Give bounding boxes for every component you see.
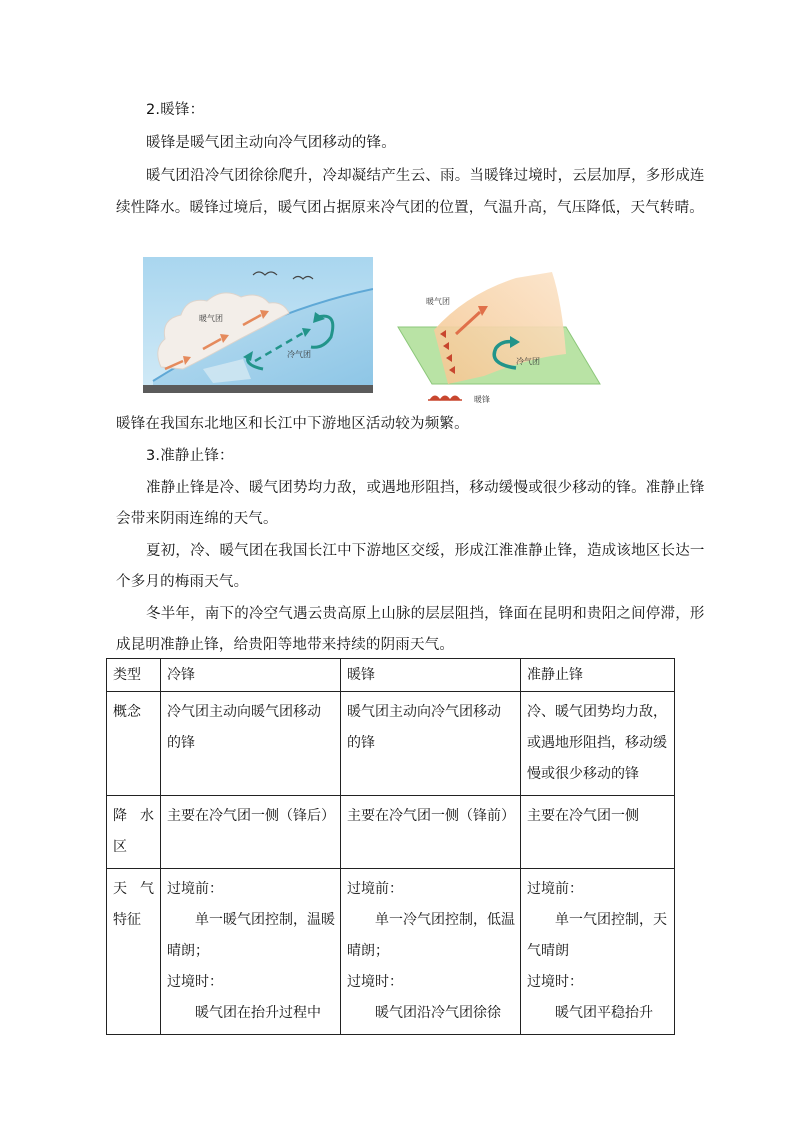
table-cell <box>161 869 341 1035</box>
paragraph-line: 暖锋在我国东北地区和长江中下游地区活动较为频繁。 <box>116 416 469 432</box>
cell-text: 暖气团在抬升过程中 <box>195 1005 321 1021</box>
table-row-concept <box>107 692 675 796</box>
cell-text: 单一暖气团控制，温暖 <box>195 912 335 928</box>
label-char: 水 <box>140 808 154 824</box>
cell-text: 冷、暖气团势均力敌， <box>527 704 667 720</box>
ground-surface <box>143 385 373 393</box>
paragraph-line: 暖锋是暖气团主动向冷气团移动的锋。 <box>146 135 396 151</box>
cell-text: 晴朗； <box>347 943 389 959</box>
paragraph-line: 成昆明准静止锋，给贵阳等地带来持续的阴雨天气。 <box>116 637 455 653</box>
cell-text: 过境前： <box>167 881 223 897</box>
cold-air-label: 冷气团 <box>287 350 311 359</box>
cell-text: 暖气团主动向冷气团移动 <box>347 704 501 720</box>
cell-text: 主要在冷气团一侧（锋后） <box>167 808 335 824</box>
cell-text: 过境前： <box>527 881 583 897</box>
warm-air-label: 暖气团 <box>426 297 450 306</box>
cell-text: 主要在冷气团一侧 <box>527 808 639 824</box>
row-label-weather <box>107 869 161 1035</box>
cell-text: 晴朗； <box>167 943 209 959</box>
cell-text: 单一冷气团控制，低温 <box>375 912 515 928</box>
cell-text: 或遇地形阻挡，移动缓 <box>527 735 667 751</box>
table-row-precipitation <box>107 796 675 869</box>
row-label-concept <box>107 692 161 796</box>
front-comparison-table <box>106 658 675 1035</box>
heading-stationary-front: 3.准静止锋： <box>146 448 234 464</box>
table-cell <box>341 796 521 869</box>
cell-text: 慢或很少移动的锋 <box>527 766 639 782</box>
cell-text: 的锋 <box>167 735 195 751</box>
table-cell <box>161 796 341 869</box>
cell-text: 气晴朗 <box>527 943 569 959</box>
row-label-text: 概念 <box>113 704 141 720</box>
cell-text: 主要在冷气团一侧（锋前） <box>347 808 515 824</box>
label-char: 天 <box>113 881 127 897</box>
table-cell <box>341 869 521 1035</box>
cell-text: 冷气团主动向暖气团移动 <box>167 704 321 720</box>
cell-text: 过境时： <box>527 974 583 990</box>
cold-air-label: 冷气团 <box>516 357 540 366</box>
cell-text: 过境时： <box>167 974 223 990</box>
cell-text: 单一气团控制，天 <box>555 912 667 928</box>
table-cell <box>521 692 675 796</box>
warm-front-legend-label: 暖锋 <box>474 395 490 404</box>
cell-text: 的锋 <box>347 735 375 751</box>
warm-air-label: 暖气团 <box>199 314 223 323</box>
warm-front-3d-figure <box>396 272 604 406</box>
table-header-cell: 类型 <box>107 659 161 692</box>
label-char: 降 <box>113 808 127 824</box>
label-char: 气 <box>140 881 154 897</box>
paragraph-line: 个多月的梅雨天气。 <box>116 574 249 590</box>
table-cell <box>521 869 675 1035</box>
table-cell <box>521 796 675 869</box>
warm-front-cross-section-figure <box>143 257 373 393</box>
paragraph-line: 会带来阴雨连绵的天气。 <box>116 511 278 527</box>
paragraph-line: 准静止锋是冷、暖气团势均力敌，或遇地形阻挡，移动缓慢或很少移动的锋。准静止锋 <box>146 480 705 496</box>
row-label-precipitation <box>107 796 161 869</box>
row-label-text: 区 <box>113 839 127 855</box>
cell-text: 过境前： <box>347 881 403 897</box>
paragraph-line: 夏初，冷、暖气团在我国长江中下游地区交绥，形成江淮准静止锋，造成该地区长达一 <box>146 543 705 559</box>
table-header-cell: 冷锋 <box>161 659 341 692</box>
table-cell <box>161 692 341 796</box>
table-row-weather <box>107 869 675 1035</box>
table-cell <box>341 692 521 796</box>
table-row-header <box>107 659 675 692</box>
paragraph-line: 暖气团沿冷气团徐徐爬升，冷却凝结产生云、雨。当暖锋过境时，云层加厚，多形成连 <box>146 168 705 184</box>
paragraph-line: 冬半年，南下的冷空气遇云贵高原上山脉的层层阻挡，锋面在昆明和贵阳之间停滞，形 <box>146 606 705 622</box>
cell-text: 过境时： <box>347 974 403 990</box>
cell-text: 暖气团平稳抬升 <box>555 1005 653 1021</box>
paragraph-line: 续性降水。暖锋过境后，暖气团占据原来冷气团的位置，气温升高，气压降低，天气转晴。 <box>116 200 704 216</box>
heading-warm-front: 2.暖锋： <box>146 102 205 118</box>
table-header-cell: 准静止锋 <box>521 659 675 692</box>
cell-text: 暖气团沿冷气团徐徐 <box>375 1005 501 1021</box>
row-label-text: 特征 <box>113 912 141 928</box>
row-label-text <box>113 801 154 832</box>
table-header-cell: 暖锋 <box>341 659 521 692</box>
row-label-text <box>113 874 154 905</box>
